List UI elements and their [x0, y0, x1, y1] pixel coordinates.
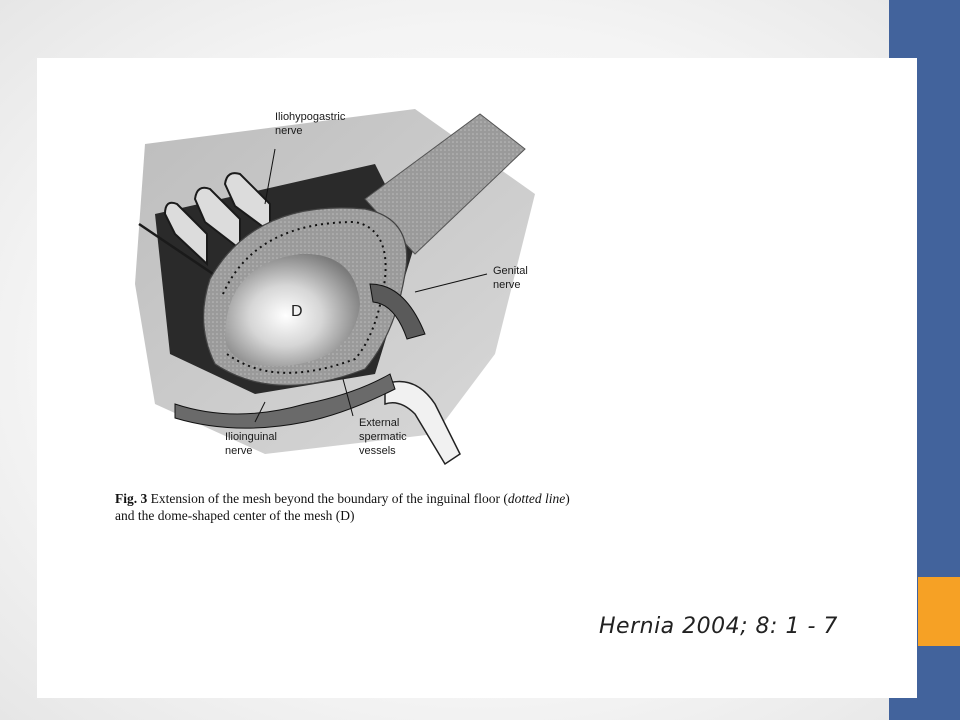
mesh-diagram [115, 104, 557, 488]
caption-text-2: ) and the dome-shaped center of the mesh (D) [115, 491, 570, 523]
label-genital-1: Genital [493, 265, 528, 277]
label-dome: D [291, 303, 303, 320]
label-iliohypogastric-1: Iliohypogastric [275, 111, 346, 123]
slide-canvas [37, 58, 917, 698]
label-genital-2: nerve [493, 279, 521, 291]
label-ilioinguinal-2: nerve [225, 445, 253, 457]
figure-caption [115, 490, 575, 524]
label-external-3: vessels [359, 445, 396, 457]
label-external-1: External [359, 417, 400, 429]
surgical-illustration [115, 104, 557, 488]
caption-italic: dotted line [507, 491, 566, 506]
slide-accent-block [918, 577, 960, 646]
label-ilioinguinal-1: Ilioinguinal [225, 431, 277, 443]
label-iliohypogastric-2: nerve [275, 125, 303, 137]
caption-text-1: Extension of the mesh beyond the boundary of the inguinal floor ( [147, 491, 508, 506]
label-external-2: spermatic [359, 431, 407, 443]
caption-fig-label: Fig. 3 [115, 491, 148, 506]
citation: Hernia 2004; 8: 1 - 7 [599, 614, 838, 639]
